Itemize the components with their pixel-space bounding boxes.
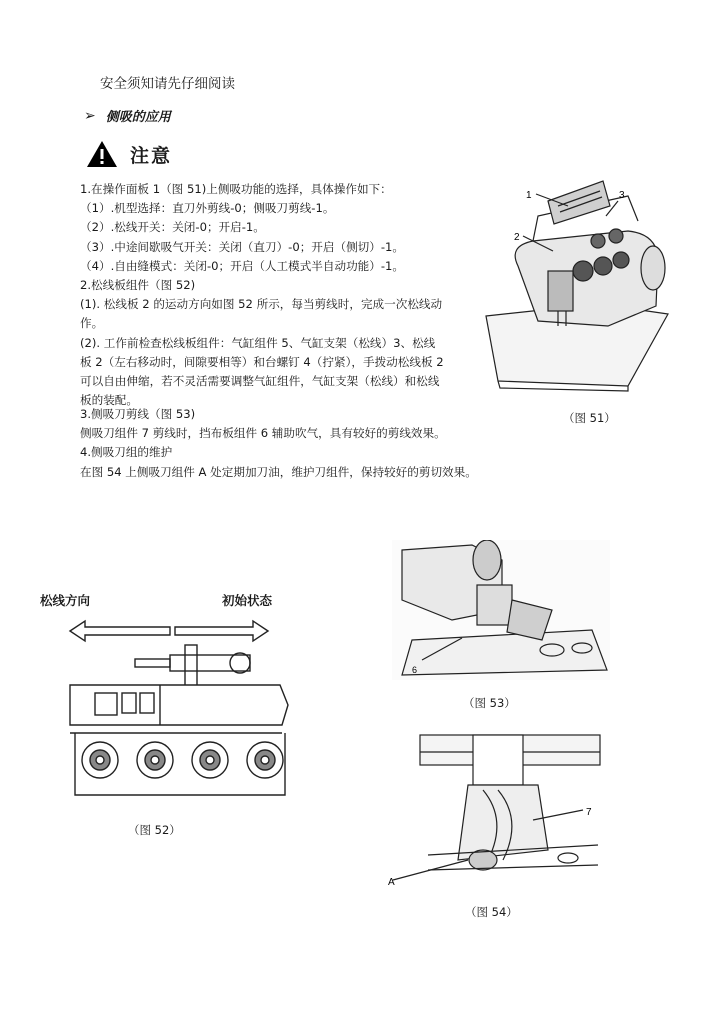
callout-label: 1 [526,190,532,201]
paragraph: 在图 54 上侧吸刀组件 A 处定期加刀油，维护刀组件，保持较好的剪切效果。 [80,464,477,479]
figure-52-left-label: 松线方向 [40,593,91,608]
section-heading [84,106,171,125]
warning-heading [86,140,172,168]
figure-52-caption: （图 52） [128,823,181,837]
paragraph: 3.侧吸刀剪线（图 53) [80,407,196,421]
paragraph: 作。 [80,316,104,331]
paragraph: （3）.中途间歇吸气开关：关闭（直刀）-0；开启（侧切）-1。 [80,239,405,254]
instructions-text [80,180,482,410]
section-title: 侧吸的应用 [105,110,171,125]
paragraph: （1）.机型选择：直刀外剪线-0；侧吸刀剪线-1。 [80,201,335,216]
instructions-text-continued [80,405,520,482]
figure-52-right-label: 初始状态 [222,593,273,608]
callout-label: 3 [619,190,625,201]
paragraph: （4）.自由缝模式：关闭-0；开启（人工模式半自动功能）-1。 [80,258,405,273]
figure-51-caption: （图 51） [563,411,616,425]
callout-label: 6 [412,665,418,675]
figure-53-caption: （图 53） [463,696,516,710]
arrow-bullet-icon: ➢ [84,107,96,124]
warning-label: 注意 [130,144,173,167]
figure-54-image [388,730,610,890]
paragraph: (2). 工作前检查松线板组件：气缸组件 5、气缸支架（松线）3、松线 [80,335,436,350]
paragraph: （2）.松线开关：关闭-0；开启-1。 [80,220,265,235]
paragraph: (1). 松线板 2 的运动方向如图 52 所示，每当剪线时，完成一次松线动 [80,297,443,312]
paragraph: 板 2（左右移动时，间隙要相等）和台螺钉 4（拧紧），手拨动松线板 2 [80,354,444,369]
paragraph: 2.松线板组件（图 52) [80,278,196,293]
paragraph: 板的装配。 [80,393,138,408]
paragraph: 侧吸刀组件 7 剪线时，挡布板组件 6 辅助吹气，具有较好的剪线效果。 [80,426,446,441]
warning-triangle-icon [86,140,118,168]
callout-label: 2 [514,232,520,243]
callout-label: A [388,877,395,888]
paragraph: 4.侧吸刀组的维护 [80,445,173,460]
callout-label: 7 [586,807,592,818]
figure-51-image [478,176,678,396]
safety-note: 安全须知请先仔细阅读 [100,76,235,92]
figure-52-image [50,615,300,815]
paragraph: 1.在操作面板 1（图 51)上侧吸功能的选择，具体操作如下： [80,182,392,196]
figure-54-caption: （图 54） [465,905,518,919]
figure-53-image [392,540,610,680]
paragraph: 可以自由伸缩，若不灵活需要调整气缸组件，气缸支架（松线）和松线 [80,374,440,389]
